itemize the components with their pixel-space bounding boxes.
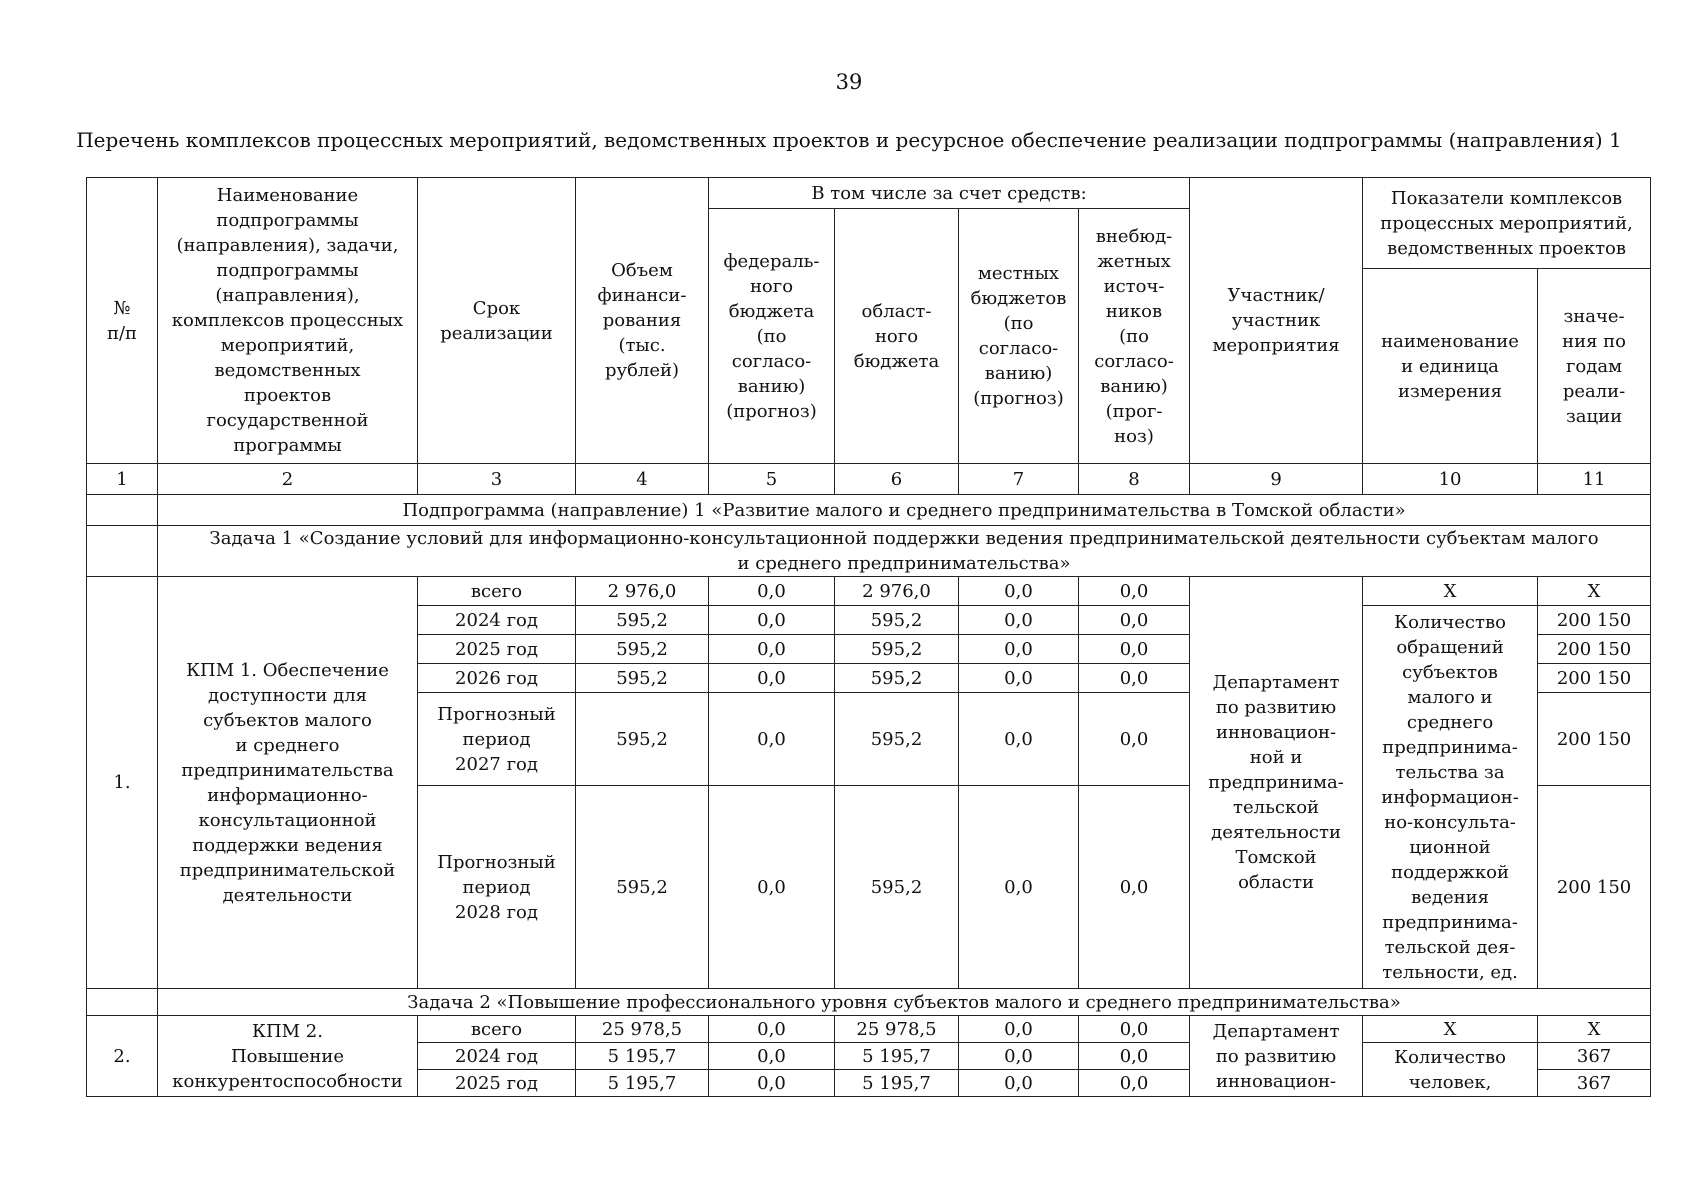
header-term: Срок реализации — [418, 178, 576, 464]
indicator-value-cell: 200 150 — [1538, 786, 1651, 989]
column-number: 10 — [1363, 464, 1538, 495]
offbudget-cell: 0,0 — [1079, 606, 1190, 635]
column-number: 3 — [418, 464, 576, 495]
term-cell: 2025 год — [418, 1070, 576, 1097]
program-table — [86, 177, 1651, 1097]
regional-cell: 5 195,7 — [835, 1043, 959, 1070]
kpm1-indicator: Количество обращений субъектов малого и среднего предпринима- тельства за информацион- но-консульта- ционной поддержкой ведения предпринима- тельской дея- тельности, ед. — [1363, 606, 1538, 989]
regional-cell: 595,2 — [835, 786, 959, 989]
term-cell: Прогнозный период 2027 год — [418, 693, 576, 786]
local-cell: 0,0 — [959, 693, 1079, 786]
offbudget-cell: 0,0 — [1079, 635, 1190, 664]
offbudget-cell: 0,0 — [1079, 786, 1190, 989]
regional-cell: 595,2 — [835, 664, 959, 693]
header-indicator-name: наименование и единица измерения — [1363, 269, 1538, 464]
term-cell: всего — [418, 577, 576, 606]
empty-cell — [87, 989, 158, 1016]
offbudget-cell: 0,0 — [1079, 664, 1190, 693]
federal-cell: 0,0 — [709, 1016, 835, 1043]
local-cell: 0,0 — [959, 606, 1079, 635]
volume-cell: 595,2 — [576, 664, 709, 693]
document-title: Перечень комплексов процессных мероприятий, ведомственных проектов и ресурсное обеспечение реализации подпрограммы (направления) 1 — [76, 128, 1622, 152]
indicator-value-cell: 367 — [1538, 1043, 1651, 1070]
volume-cell: 5 195,7 — [576, 1070, 709, 1097]
offbudget-cell: 0,0 — [1079, 1043, 1190, 1070]
indicator-value-cell: 200 150 — [1538, 606, 1651, 635]
header-offbudget: внебюд- жетных источ- ников (по согласо- ванию) (прог- ноз) — [1079, 209, 1190, 464]
header-indicator-values: значе- ния по годам реали- зации — [1538, 269, 1651, 464]
volume-cell: 595,2 — [576, 693, 709, 786]
indicator-name-cell: Х — [1363, 577, 1538, 606]
task-2-title: Задача 2 «Повышение профессионального уровня субъектов малого и среднего предпринимательства» — [158, 989, 1651, 1016]
column-number: 9 — [1190, 464, 1363, 495]
indicator-value-cell: 200 150 — [1538, 635, 1651, 664]
regional-cell: 595,2 — [835, 606, 959, 635]
federal-cell: 0,0 — [709, 635, 835, 664]
task-1-title: Задача 1 «Создание условий для информационно-консультационной поддержки ведения предпринимательской деятельности субъектам малого и среднего предпринимательства» — [158, 526, 1651, 577]
column-number: 6 — [835, 464, 959, 495]
kpm2-number: 2. — [87, 1016, 158, 1097]
regional-cell: 25 978,5 — [835, 1016, 959, 1043]
local-cell: 0,0 — [959, 664, 1079, 693]
indicator-value-cell: 200 150 — [1538, 664, 1651, 693]
regional-cell: 595,2 — [835, 635, 959, 664]
header-participant: Участник/ участник мероприятия — [1190, 178, 1363, 464]
offbudget-cell: 0,0 — [1079, 1016, 1190, 1043]
local-cell: 0,0 — [959, 1070, 1079, 1097]
volume-cell: 595,2 — [576, 786, 709, 989]
header-local: местных бюджетов (по согласо- ванию) (прогноз) — [959, 209, 1079, 464]
term-cell: 2024 год — [418, 606, 576, 635]
term-cell: 2025 год — [418, 635, 576, 664]
federal-cell: 0,0 — [709, 664, 835, 693]
term-cell: 2024 год — [418, 1043, 576, 1070]
column-number: 1 — [87, 464, 158, 495]
kpm2-name: КПМ 2. Повышение конкурентоспособности — [158, 1016, 418, 1097]
task-row — [87, 989, 1651, 1016]
local-cell: 0,0 — [959, 577, 1079, 606]
empty-cell — [87, 495, 158, 526]
regional-cell: 595,2 — [835, 693, 959, 786]
header-federal: федераль- ного бюджета (по согласо- ванию) (прогноз) — [709, 209, 835, 464]
subprogram-row — [87, 495, 1651, 526]
header-name: Наименование подпрограммы (направления), задачи, подпрограммы (направления), комплексов процессных мероприятий, ведомственных проектов государственной программы — [158, 178, 418, 464]
header-regional: област- ного бюджета — [835, 209, 959, 464]
header-volume: Объем финанси- рования (тыс. рублей) — [576, 178, 709, 464]
regional-cell: 5 195,7 — [835, 1070, 959, 1097]
page-number: 39 — [835, 70, 863, 94]
header-row-1 — [87, 178, 1651, 209]
federal-cell: 0,0 — [709, 1070, 835, 1097]
volume-cell: 595,2 — [576, 635, 709, 664]
header-indicators: Показатели комплексов процессных мероприятий, ведомственных проектов — [1363, 178, 1651, 269]
federal-cell: 0,0 — [709, 1043, 835, 1070]
kpm1-participant: Департамент по развитию инновацион- ной и предпринима- тельской деятельности Томской области — [1190, 577, 1363, 989]
column-number-row — [87, 464, 1651, 495]
regional-cell: 2 976,0 — [835, 577, 959, 606]
column-number: 2 — [158, 464, 418, 495]
term-cell: Прогнозный период 2028 год — [418, 786, 576, 989]
header-including: В том числе за счет средств: — [709, 178, 1190, 209]
column-number: 4 — [576, 464, 709, 495]
volume-cell: 2 976,0 — [576, 577, 709, 606]
subprogram-title: Подпрограмма (направление) 1 «Развитие малого и среднего предпринимательства в Томской области» — [158, 495, 1651, 526]
task-row — [87, 526, 1651, 577]
federal-cell: 0,0 — [709, 577, 835, 606]
kpm1-name: КПМ 1. Обеспечение доступности для субъектов малого и среднего предпринимательства информационно- консультационной поддержки ведения предпринимательской деятельности — [158, 577, 418, 989]
volume-cell: 25 978,5 — [576, 1016, 709, 1043]
volume-cell: 5 195,7 — [576, 1043, 709, 1070]
offbudget-cell: 0,0 — [1079, 577, 1190, 606]
kpm2-indicator: Количество человек, — [1363, 1043, 1538, 1097]
term-cell: 2026 год — [418, 664, 576, 693]
federal-cell: 0,0 — [709, 786, 835, 989]
offbudget-cell: 0,0 — [1079, 1070, 1190, 1097]
column-number: 11 — [1538, 464, 1651, 495]
indicator-value-cell: 367 — [1538, 1070, 1651, 1097]
federal-cell: 0,0 — [709, 606, 835, 635]
indicator-value-cell: Х — [1538, 577, 1651, 606]
column-number: 8 — [1079, 464, 1190, 495]
empty-cell — [87, 526, 158, 577]
kpm1-number: 1. — [87, 577, 158, 989]
offbudget-cell: 0,0 — [1079, 693, 1190, 786]
indicator-name-cell: Х — [1363, 1016, 1538, 1043]
column-number: 7 — [959, 464, 1079, 495]
kpm2-row-total — [87, 1016, 1651, 1043]
term-cell: всего — [418, 1016, 576, 1043]
federal-cell: 0,0 — [709, 693, 835, 786]
indicator-value-cell: Х — [1538, 1016, 1651, 1043]
local-cell: 0,0 — [959, 786, 1079, 989]
indicator-value-cell: 200 150 — [1538, 693, 1651, 786]
local-cell: 0,0 — [959, 1043, 1079, 1070]
kpm1-row-total — [87, 577, 1651, 606]
header-num: № п/п — [87, 178, 158, 464]
volume-cell: 595,2 — [576, 606, 709, 635]
local-cell: 0,0 — [959, 1016, 1079, 1043]
kpm2-participant: Департамент по развитию инновацион- — [1190, 1016, 1363, 1097]
local-cell: 0,0 — [959, 635, 1079, 664]
column-number: 5 — [709, 464, 835, 495]
